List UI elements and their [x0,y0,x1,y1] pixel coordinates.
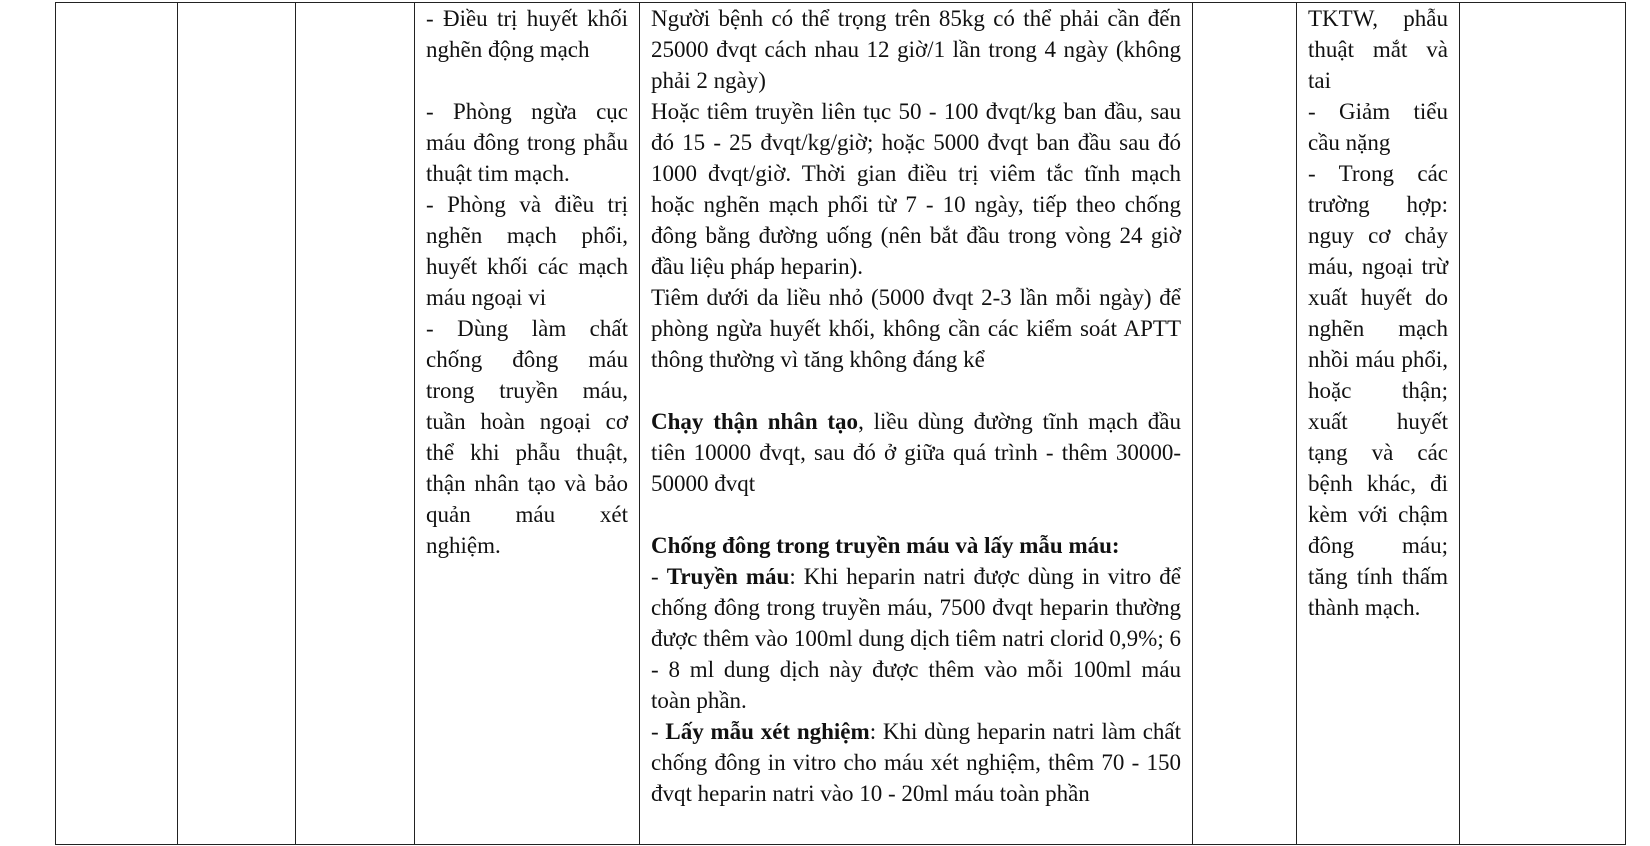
indication-cell [415,3,640,845]
empty-cell-1 [56,3,178,845]
transfusion-text: : Khi heparin natri được dùng in vitro để chống đông trong truyền máu, 7500 đvqt heparin thường được thêm vào 100ml dung dịch tiêm natri clorid 0,9%; 6 - 8 ml dung dịch này được thêm vào mỗi 100ml máu toàn phần. [651,564,1181,713]
sample-paragraph [651,716,1181,809]
bullet-dash: - [651,564,667,589]
contraindication-cell [1297,3,1460,845]
note-line: TKTW, phẫu thuật mắt và tai [1308,6,1448,93]
empty-cell-6 [1193,3,1297,845]
indication-line: - Dùng làm chất chống đông máu trong truyền máu, tuần hoàn ngoại cơ thể khi phẫu thuật, thận nhân tạo và bảo quản máu xét nghiệm. [426,316,628,558]
indication-line: - Phòng ngừa cục máu đông trong phẫu thuật tim mạch. [426,99,628,186]
dialysis-text: , liều dùng đường tĩnh mạch đầu tiên 10000 đvqt, sau đó ở giữa quá trình - thêm 30000-50000 đvqt [651,409,1181,496]
dialysis-paragraph [651,406,1181,499]
dosage-paragraph: Hoặc tiêm truyền liên tục 50 - 100 đvqt/kg ban đầu, sau đó 15 - 25 đvqt/kg/giờ; hoặc 5000 đvqt ban đầu sau đó 1000 đvqt/giờ. Thời gian điều trị viêm tắc tĩnh mạch hoặc nghẽn mạch phổi từ 7 - 10 ngày, tiếp theo chống đông bằng đường uống (nên bắt đầu trong vòng 24 giờ đầu liệu pháp heparin). [651,99,1181,279]
dosage-paragraph: Người bệnh có thể trọng trên 85kg có thể phải cần đến 25000 đvqt cách nhau 12 giờ/1 lần trong 4 ngày (không phải 2 ngày) [651,6,1181,93]
dosage-paragraph: Tiêm dưới da liều nhỏ (5000 đvqt 2-3 lần mỗi ngày) để phòng ngừa huyết khối, không cần các kiểm soát APTT thông thường vì tăng không đáng kể [651,285,1181,372]
section-heading-text: Chống đông trong truyền máu và lấy mẫu máu: [651,533,1120,558]
transfusion-label: Truyền máu [666,564,790,589]
note-line: - Giảm tiểu cầu nặng [1308,99,1448,155]
blank-line [651,499,1181,530]
empty-cell-8 [1460,3,1626,845]
sample-label: Lấy mẫu xét nghiệm [665,719,870,744]
empty-cell-2 [178,3,296,845]
section-heading [651,530,1181,561]
drug-table [55,2,1626,845]
dialysis-label: Chạy thận nhân tạo [651,409,859,434]
bullet-dash: - [651,719,666,744]
indication-line: - Điều trị huyết khối nghẽn động mạch [426,6,628,62]
blank-line [651,375,1181,406]
transfusion-paragraph [651,561,1181,716]
table-row [56,3,1626,845]
sample-text: : Khi dùng heparin natri làm chất chống đông in vitro cho máu xét nghiệm, thêm 70 - 150 đvqt heparin natri vào 10 - 20ml máu toàn phần [651,719,1181,806]
blank-line [426,65,628,96]
empty-cell-3 [296,3,415,845]
note-line: - Trong các trường hợp: nguy cơ chảy máu, ngoại trừ xuất huyết do nghẽn mạch nhồi máu phổi, hoặc thận; xuất huyết tạng và các bệnh khác, đi kèm với chậm đông máu; tăng tính thấm thành mạch. [1308,161,1448,620]
indication-line: - Phòng và điều trị nghẽn mạch phổi, huyết khối các mạch máu ngoại vi [426,192,628,310]
dosage-cell [640,3,1193,845]
